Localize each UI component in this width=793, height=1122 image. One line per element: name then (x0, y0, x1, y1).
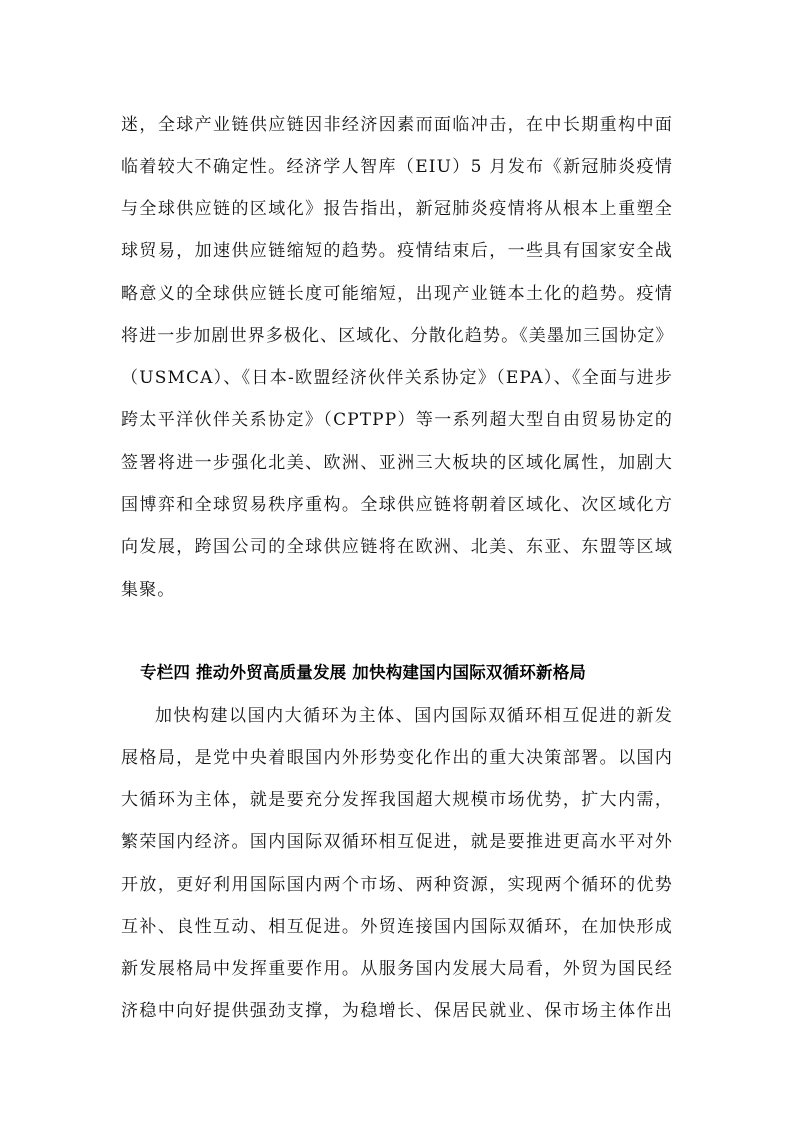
paragraph-1-line-11: 向发展，跨国公司的全球供应链将在欧洲、北美、东亚、东盟等区域 (121, 537, 673, 557)
paragraph-2-line-2: 展格局，是党中央着眼国内外形势变化作出的重大决策部署。以国内 (121, 748, 673, 768)
paragraph-1-line-7: （USMCA）、《日本-欧盟经济伙伴关系协定》（EPA）、《全面与进步 (121, 368, 673, 388)
paragraph-1-line-8: 跨太平洋伙伴关系协定》（CPTPP）等一系列超大型自由贸易协定的 (121, 410, 673, 430)
paragraph-1-line-4: 球贸易，加速供应链缩短的趋势。疫情结束后，一些具有国家安全战 (121, 241, 673, 261)
paragraph-2-line-6: 互补、良性互动、相互促进。外贸连接国内国际双循环，在加快形成 (121, 917, 673, 937)
paragraph-2-line-1: 加快构建以国内大循环为主体、国内国际双循环相互促进的新发 (155, 706, 673, 726)
section-heading: 专栏四 推动外贸高质量发展 加快构建国内国际双循环新格局 (140, 663, 587, 682)
paragraph-1-line-9: 签署将进一步强化北美、欧洲、亚洲三大板块的区域化属性，加剧大 (121, 453, 673, 473)
paragraph-1-line-1: 迷，全球产业链供应链因非经济因素而面临冲击，在中长期重构中面 (121, 115, 673, 135)
paragraph-1-line-5: 略意义的全球供应链长度可能缩短，出现产业链本土化的趋势。疫情 (121, 284, 673, 304)
paragraph-2-line-7: 新发展格局中发挥重要作用。从服务国内发展大局看，外贸为国民经 (121, 959, 673, 979)
paragraph-2-line-8: 济稳中向好提供强劲支撑，为稳增长、保居民就业、保市场主体作出 (121, 1001, 673, 1021)
paragraph-1-line-6: 将进一步加剧世界多极化、区域化、分散化趋势。《美墨加三国协定》 (121, 326, 674, 346)
paragraph-1-line-10: 国博弈和全球贸易秩序重构。全球供应链将朝着区域化、次区域化方 (121, 495, 673, 515)
paragraph-1-line-3: 与全球供应链的区域化》报告指出，新冠肺炎疫情将从根本上重塑全 (121, 199, 673, 219)
paragraph-1-line-2: 临着较大不确定性。经济学人智库（EIU）5 月发布《新冠肺炎疫情 (121, 157, 673, 177)
paragraph-2-line-5: 开放，更好利用国际国内两个市场、两种资源，实现两个循环的优势 (121, 875, 673, 895)
paragraph-2-line-4: 繁荣国内经济。国内国际双循环相互促进，就是要推进更高水平对外 (121, 832, 673, 852)
paragraph-2-line-3: 大循环为主体，就是要充分发挥我国超大规模市场优势，扩大内需， (121, 790, 673, 810)
paragraph-1-line-12: 集聚。 (121, 580, 176, 600)
